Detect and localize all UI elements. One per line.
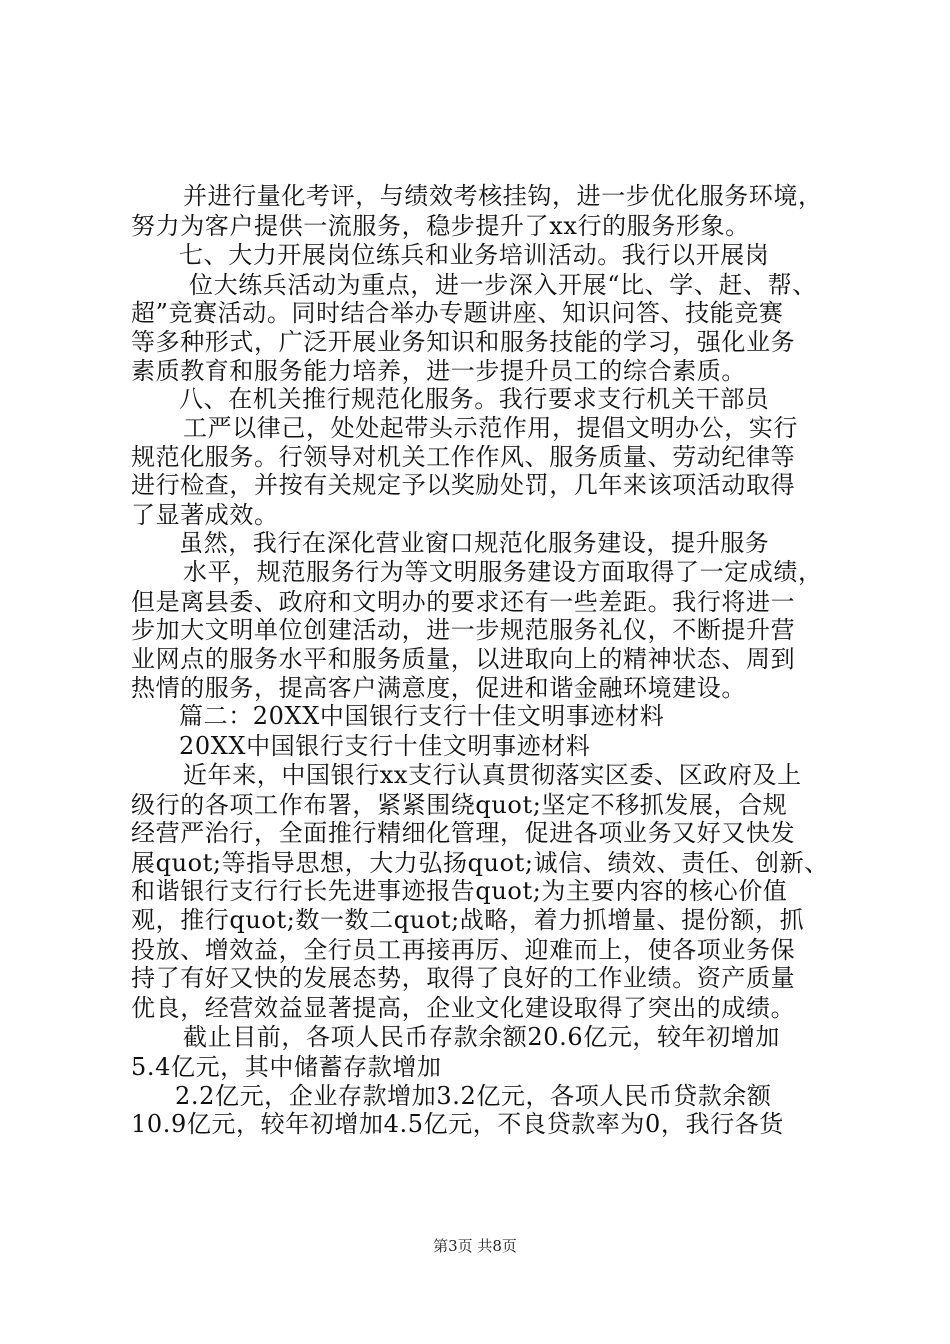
- text-line: 截止目前，各项人民币存款余额20.6亿元，较年初增加: [183, 1023, 781, 1051]
- section-title: 20XX中国银行支行十佳文明事迹材料: [179, 732, 591, 760]
- section-heading: 篇二：20XX中国银行支行十佳文明事迹材料: [179, 702, 665, 730]
- text-line: 近年来，中国银行xx支行认真贯彻落实区委、区政府及上: [183, 761, 802, 789]
- text-line: 业网点的服务水平和服务质量，以进取向上的精神状态、周到: [131, 645, 796, 673]
- text-line: 5.4亿元，其中储蓄存款增加: [131, 1053, 442, 1081]
- text-line: 但是离县委、政府和文明办的要求还有一些差距。我行将进一: [131, 588, 796, 616]
- page-number: 第3页 共8页: [433, 1237, 517, 1255]
- text-line: 投放、增效益，全行员工再接再厉、迎难而上，使各项业务保: [131, 936, 796, 964]
- text-line: 素质教育和服务能力培养，进一步提升员工的综合素质。: [131, 357, 746, 385]
- text-line: 七、大力开展岗位练兵和业务培训活动。我行以开展岗: [179, 241, 770, 269]
- text-line: 优良，经营效益显著提高，企业文化建设取得了突出的成绩。: [131, 994, 796, 1022]
- text-line: 规范化服务。行领导对机关工作作风、服务质量、劳动纪律等: [131, 443, 796, 471]
- text-line: 等多种形式，广泛开展业务知识和服务技能的学习，强化业务: [131, 328, 796, 356]
- text-line: 展quot;等指导思想，大力弘扬quot;诚信、绩效、责任、创新、: [131, 849, 829, 877]
- text-line: 努力为客户提供一流服务，稳步提升了xx行的服务形象。: [131, 212, 750, 240]
- text-line: 八、在机关推行规范化服务。我行要求支行机关干部员: [179, 385, 770, 413]
- text-line: 热情的服务，提高客户满意度，促进和谐金融环境建设。: [131, 674, 746, 702]
- text-line: 2.2亿元，企业存款增加3.2亿元，各项人民币贷款余额: [175, 1082, 772, 1110]
- text-line: 10.9亿元，较年初增加4.5亿元，不良贷款率为0，我行各货: [131, 1110, 784, 1138]
- text-line: 超”竞赛活动。同时结合举办专题讲座、知识问答、技能竞赛: [131, 299, 784, 327]
- text-line: 级行的各项工作布署，紧紧围绕quot;坚定不移抓发展，合规: [131, 791, 788, 819]
- text-line: 水平，规范服务行为等文明服务建设方面取得了一定成绩，: [183, 558, 823, 586]
- text-line: 步加大文明单位创建活动，进一步规范服务礼仪，不断提升营: [131, 616, 796, 644]
- text-line: 了显著成效。: [131, 501, 279, 529]
- text-line: 虽然，我行在深化营业窗口规范化服务建设，提升服务: [179, 529, 770, 557]
- text-line: 并进行量化考评，与绩效考核挂钩，进一步优化服务环境，: [183, 182, 823, 210]
- text-line: 持了有好又快的发展态势，取得了良好的工作业绩。资产质量: [131, 964, 796, 992]
- text-line: 进行检查，并按有关规定予以奖励处罚，几年来该项活动取得: [131, 471, 796, 499]
- text-line: 和谐银行支行行长先进事迹报告quot;为主要内容的核心价值: [131, 877, 788, 905]
- text-line: 经营严治行，全面推行精细化管理，促进各项业务又好又快发: [131, 819, 796, 847]
- text-line: 位大练兵活动为重点，进一步深入开展“比、学、赶、帮、: [189, 271, 817, 299]
- text-line: 观，推行quot;数一数二quot;战略，着力抓增量、提份额，抓: [131, 906, 805, 934]
- text-line: 工严以律己，处处起带头示范作用，提倡文明办公，实行: [183, 414, 798, 442]
